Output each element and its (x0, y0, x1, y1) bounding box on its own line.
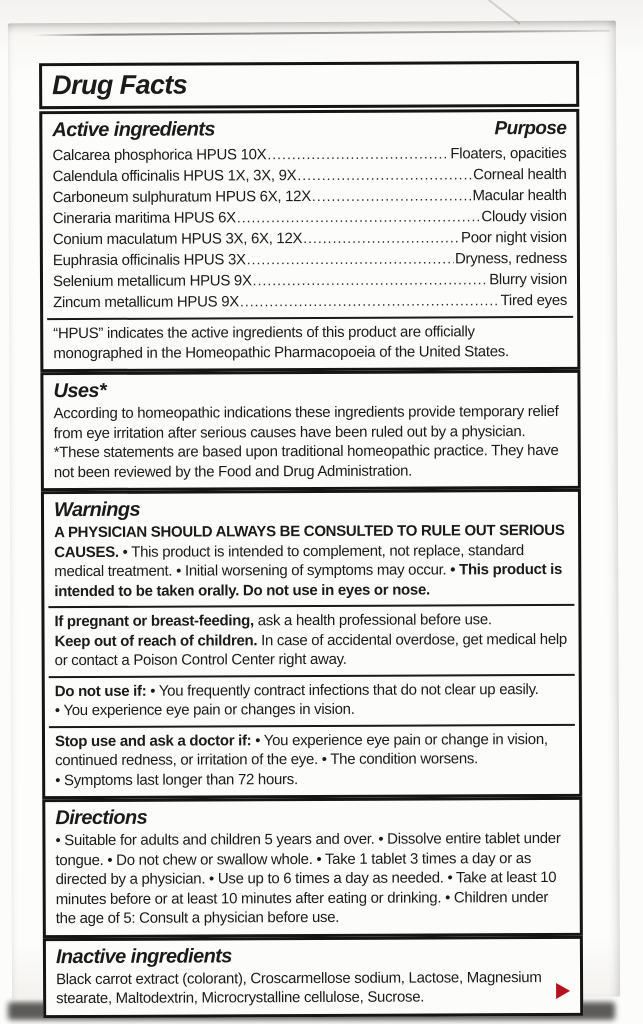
ingredient-purpose: Floaters, opacities (450, 144, 567, 163)
children-text: In case of accidental overdose, get medical help or contact a Poison Control Center right away. (54, 630, 567, 670)
leader-dots (237, 206, 481, 228)
do-not-use-bold: Do not use if: (54, 682, 147, 700)
warnings-consult-bold: A PHYSICIAN SHOULD ALWAYS BE CONSULTED TO RULE OUT SERIOUS CAUSES. (54, 521, 565, 561)
warnings-consult-text: • This product is intended to complement, not replace, standard medical treatment. • Initial worsening of symptoms may occur. (54, 541, 524, 581)
ingredient-name: Zincum metallicum HPUS 9X (53, 293, 240, 312)
stop-use-text: • You experience eye pain or change in vision, continued redness, or irritation of the eye. • The condition worsens. (55, 730, 548, 770)
ingredient-purpose: Dryness, redness (454, 249, 567, 268)
warnings-divider (49, 673, 575, 677)
active-ingredients-heading: Active ingredients (52, 118, 215, 142)
ingredient-name: Cineraria maritima HPUS 6X (52, 209, 236, 228)
uses-section (40, 370, 581, 491)
drug-facts-title: Drug Facts (52, 69, 188, 101)
drug-facts-title-box (39, 61, 579, 109)
ingredient-name: Euphrasia officinalis HPUS 3X (52, 251, 246, 270)
ingredient-purpose: Tired eyes (500, 291, 568, 310)
warnings-consult-paragraph (54, 521, 568, 601)
ingredient-row (52, 164, 566, 187)
inactive-ingredients-section (43, 935, 583, 1017)
ingredient-name: Calcarea phosphorica HPUS 10X (52, 146, 267, 165)
ingredient-name: Calendula officinalis HPUS 1X, 3X, 9X (52, 167, 297, 186)
pregnant-bold: If pregnant or breast-feeding, (54, 612, 254, 631)
ingredient-row (53, 269, 567, 292)
ingredient-row (53, 248, 567, 271)
active-ingredients-section (39, 109, 580, 372)
ingredient-row (52, 143, 566, 166)
directions-heading: Directions (55, 806, 148, 830)
children-bold: Keep out of reach of children. (54, 631, 258, 650)
warnings-heading: Warnings (53, 498, 140, 522)
stop-use-line2: • Symptoms last longer than 72 hours. (55, 770, 298, 789)
do-not-use-text: • You frequently contract infections that do not clear up easily. (146, 680, 539, 700)
leader-dots (297, 164, 472, 186)
warnings-divider (49, 723, 575, 727)
box-corner-fold (472, 0, 521, 25)
hpus-footnote: “HPUS” indicates the active ingredients of this product are officially monographed in the Homeopathic Pharmacopoeia of the United States. (53, 323, 509, 362)
active-ingredients-header (52, 116, 566, 143)
ingredient-name: Conium maculatum HPUS 3X, 6X, 12X (52, 230, 303, 249)
arrow-right-icon (556, 982, 570, 998)
ingredient-purpose: Blurry vision (489, 270, 568, 289)
do-not-use-line2: • You experience eye pain or changes in vision. (54, 700, 355, 720)
purpose-heading: Purpose (494, 117, 567, 140)
ingredient-row (53, 206, 567, 229)
leader-dots (240, 290, 500, 312)
warnings-do-not-use-paragraph (55, 679, 569, 720)
ingredient-purpose: Macular health (472, 186, 567, 205)
leader-dots (303, 227, 460, 249)
ingredient-name: Carboneum sulphuratum HPUS 6X, 12X (52, 188, 311, 207)
uses-body: According to homeopathic indications these ingredients provide temporary relief from eye irritation after serious causes have been ruled out by a physician. *These statements are based upon traditional homeopathic practice. They have not been reviewed by the Food and Drug Administration. (53, 402, 559, 481)
product-box-face (8, 21, 620, 1008)
stop-use-bold: Stop use and ask a doctor if: (54, 731, 252, 750)
leader-dots (312, 185, 472, 207)
warnings-stop-use-paragraph (55, 729, 569, 790)
inactive-ingredients-heading: Inactive ingredients (55, 944, 232, 968)
warnings-pregnant-paragraph (54, 610, 568, 671)
warnings-divider (48, 604, 574, 608)
drug-facts-panel (39, 61, 583, 1018)
ingredient-purpose: Poor night vision (460, 228, 567, 247)
ingredient-purpose: Corneal health (473, 165, 567, 184)
ingredient-row (53, 185, 567, 208)
inactive-ingredients-body: Black carrot extract (colorant), Croscarmellose sodium, Lactose, Magnesium stearate, Maltodextrin, Microcrystalline cellulose, Sucrose. (56, 968, 542, 1008)
warnings-section (41, 489, 582, 799)
ingredient-row (53, 227, 567, 250)
ingredient-name: Selenium metallicum HPUS 9X (52, 272, 252, 291)
uses-heading: Uses* (53, 379, 107, 403)
directions-body: • Suitable for adults and children 5 years and over. • Dissolve entire tablet under tongue. • Do not chew or swallow whole. • Take 1 tablet 3 times a day or as directed by a physician. • Use up to 6 times a day as needed. • Take at least 10 minutes before or at least 10 minutes after eating or drinking. • Children under the age of 5: Consult a physician before use. (55, 829, 561, 928)
ingredient-purpose: Cloudy vision (481, 207, 567, 226)
footnote-divider (47, 316, 573, 320)
ingredient-row (53, 290, 567, 313)
warnings-consult-bold2: • This product is intended to be taken orally. Do not use in eyes or nose. (54, 560, 563, 600)
directions-section (42, 797, 583, 938)
leader-dots (247, 248, 454, 270)
leader-dots (267, 143, 449, 165)
box-lid-crease (32, 30, 610, 37)
leader-dots (253, 269, 489, 291)
pregnant-text: ask a health professional before use. (253, 611, 492, 630)
